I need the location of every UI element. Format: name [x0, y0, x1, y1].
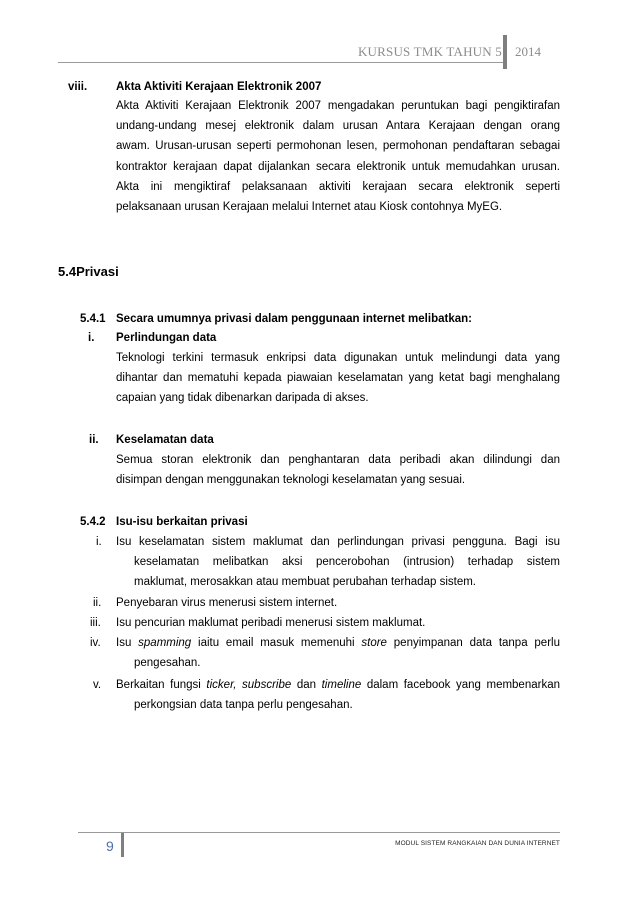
item-i-body — [116, 348, 560, 409]
issue-ii-text: Penyebaran virus menerusi sistem internet. — [116, 597, 338, 609]
issue-iii-text: Isu pencurian maklumat peribadi menerusi sistem maklumat. — [116, 617, 426, 629]
text-run: Berkaitan fungsi — [116, 679, 207, 691]
text-run-italic: ticker, subscribe — [206, 679, 292, 691]
item-ii-title: Keselamatan data — [116, 434, 214, 446]
issue-iv-body — [116, 633, 560, 653]
subsection-5-4-1-number: 5.4.1 — [80, 313, 106, 325]
footer-module-title: MODUL SISTEM RANGKAIAN DAN DUNIA INTERNET — [395, 840, 560, 847]
text-run-italic: spamming — [138, 637, 192, 649]
footer-page-number: 9 — [106, 838, 114, 854]
text-line: dihantar dan mematuhi kepada piawaian keselamatan yang ketat bagi menghalang — [116, 372, 560, 385]
issue-v-body — [116, 675, 560, 695]
header-rule — [58, 62, 503, 63]
text-run: dalam facebook yang membenarkan — [361, 679, 560, 691]
header-divider-bar — [503, 35, 507, 69]
text-line: disimpan dengan menggunakan teknologi keselamatan yang sesuai. — [116, 474, 466, 487]
issue-iii-number: iii. — [90, 617, 101, 629]
text-line — [116, 633, 560, 653]
item-viii-body — [116, 96, 560, 217]
text-line: Akta ini mengiktiraf pelaksanaan aktiviti kerajaan secara elektronik seperti — [116, 180, 560, 193]
text-line: Teknologi terkini termasuk enkripsi data digunakan untuk melindungi data yang — [116, 352, 560, 364]
item-viii-title: Akta Aktiviti Kerajaan Elektronik 2007 — [116, 81, 322, 93]
text-line: maklumat, merosakkan atau membuat perubahan terhadap sistem. — [134, 576, 476, 589]
subsection-5-4-2-number: 5.4.2 — [80, 516, 106, 528]
text-line: pelaksanaan urusan Kerajaan melalui Internet atau Kiosk contohnya MyEG. — [116, 200, 503, 213]
text-line: awam. Urusan-urusan seperti permohonan lesen, permohonan pendaftaran sebagai — [116, 140, 560, 153]
issue-ii-number: ii. — [93, 597, 102, 609]
text-line: capaian yang tidak dibenarkan daripada di akses. — [116, 392, 369, 405]
text-run-italic: store — [361, 637, 387, 649]
text-run: Isu — [116, 637, 139, 649]
issue-iv-continuation: pengesahan. — [134, 657, 201, 669]
text-line — [116, 675, 560, 695]
text-line: undang-undang mesej elektronik dalam urusan Antara Kerajaan dengan orang — [116, 120, 560, 133]
text-line: kontraktor kerajaan dapat dijalankan secara elektronik untuk memudahkan urusan. — [116, 160, 560, 173]
text-run: penyimpanan data tanpa perlu — [386, 637, 560, 649]
issue-v-continuation: perkongsian data tanpa perlu pengesahan. — [134, 699, 353, 711]
issue-i-continuation — [134, 552, 560, 592]
header-title: KURSUS TMK TAHUN 5 — [357, 44, 502, 59]
text-run: iaitu email masuk memenuhi — [191, 637, 362, 649]
item-ii-number: ii. — [89, 434, 99, 446]
text-line: Semua storan elektronik dan penghantaran data peribadi akan dilindungi dan — [116, 454, 560, 466]
text-line: Akta Aktiviti Kerajaan Elektronik 2007 mengadakan peruntukan bagi pengiktirafan — [116, 100, 560, 112]
text-line: Isu keselamatan sistem maklumat dan perlindungan privasi pengguna. Bagi isu — [116, 536, 560, 548]
item-ii-body — [116, 450, 560, 490]
section-heading-5-4: 5.4Privasi — [58, 264, 119, 279]
issue-i-number: i. — [96, 536, 102, 548]
issue-v-number: v. — [93, 679, 102, 691]
subsection-5-4-2-title: Isu-isu berkaitan privasi — [116, 516, 248, 528]
header-year: 2014 — [515, 44, 541, 59]
footer-rule — [78, 832, 560, 833]
item-i-title: Perlindungan data — [116, 332, 217, 344]
item-viii-number: viii. — [68, 81, 88, 93]
item-i-number: i. — [88, 332, 95, 344]
text-line: keselamatan melibatkan aksi pencerobohan (intrusion) terhadap sistem — [134, 556, 560, 568]
text-run: dan — [291, 679, 322, 691]
issue-iv-number: iv. — [90, 637, 101, 649]
footer-divider-bar — [121, 833, 124, 857]
subsection-5-4-1-title: Secara umumnya privasi dalam penggunaan internet melibatkan: — [116, 313, 472, 325]
issue-i-body — [116, 532, 560, 552]
text-run-italic: timeline — [321, 679, 362, 691]
